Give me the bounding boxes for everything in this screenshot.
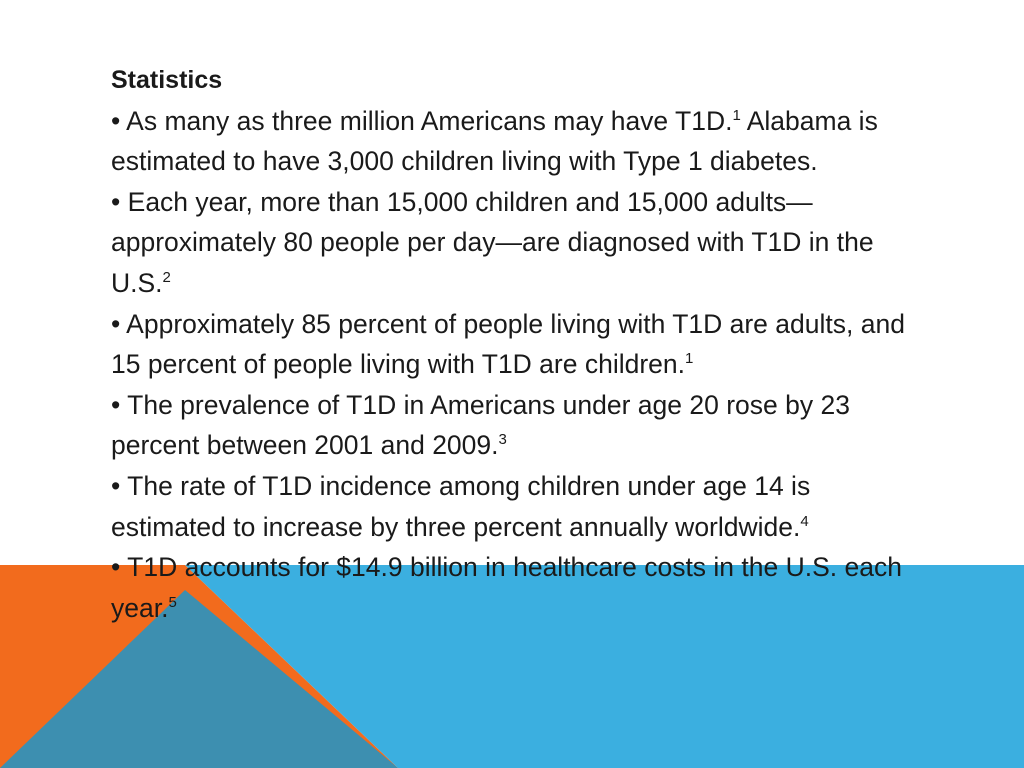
footnote-ref: 4 [800, 512, 809, 530]
footnote-ref: 3 [498, 431, 507, 449]
bullet-item [111, 182, 911, 304]
bullet-text: • Each year, more than 15,000 children and 15,000 adults—approximately 80 people per day—are diagnosed with T1D in the U.S. [111, 186, 874, 298]
slide-content [111, 60, 911, 628]
bullet-item [111, 304, 911, 385]
bullet-item [111, 385, 911, 466]
bullet-text-tail: Alabama is estimated to have 3,000 children living with Type 1 diabetes. [111, 105, 878, 177]
bullet-text: • The prevalence of T1D in Americans under age 20 rose by 23 percent between 2001 and 2009. [111, 389, 850, 461]
footnote-ref: 2 [162, 268, 171, 286]
bullet-text: • Approximately 85 percent of people living with T1D are adults, and 15 percent of people living with T1D are children. [111, 308, 905, 380]
bullet-item [111, 466, 911, 547]
slide-heading: Statistics [111, 66, 223, 94]
bullet-item [111, 547, 911, 628]
footnote-ref: 5 [168, 593, 177, 611]
footnote-ref: 1 [732, 106, 741, 124]
bullet-text: • T1D accounts for $14.9 billion in healthcare costs in the U.S. each year. [111, 552, 902, 623]
footnote-ref: 1 [685, 350, 694, 368]
bullet-item [111, 101, 911, 182]
bullet-text: • As many as three million Americans may have T1D. [111, 105, 733, 136]
bullet-text: • The rate of T1D incidence among children under age 14 is estimated to increase by three percent annually worldwide. [111, 470, 811, 542]
